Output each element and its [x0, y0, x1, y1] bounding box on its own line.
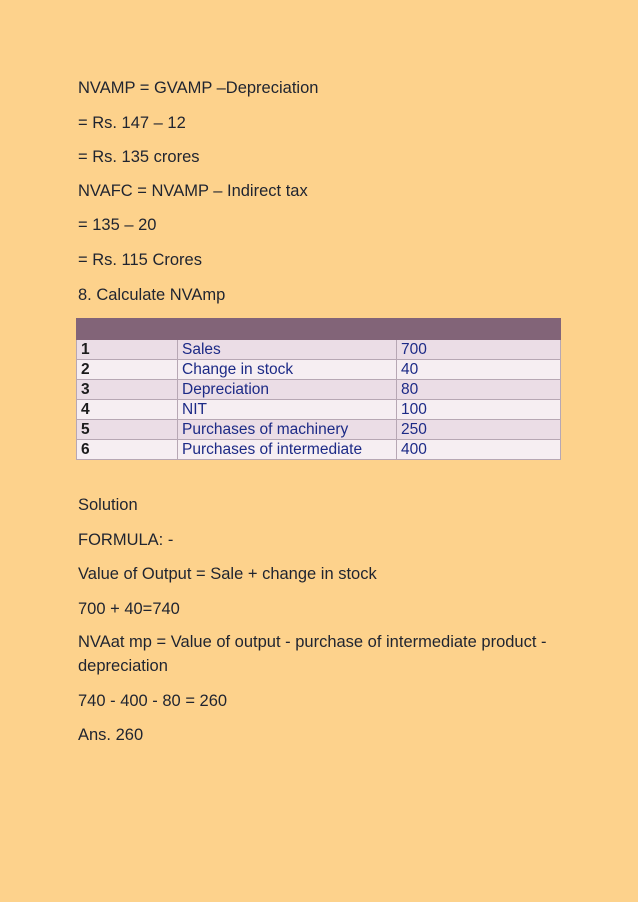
- row-value: 100: [397, 400, 561, 420]
- equation-step-2: = Rs. 135 crores: [78, 148, 200, 166]
- table-row: [77, 400, 561, 420]
- data-table: [76, 318, 561, 460]
- row-item: Purchases of intermediate: [178, 440, 397, 460]
- row-item: Sales: [178, 340, 397, 360]
- formula-label: FORMULA: -: [78, 531, 174, 549]
- row-item: Purchases of machinery: [178, 420, 397, 440]
- equation-step-3: = 135 – 20: [78, 216, 157, 234]
- row-item: Depreciation: [178, 380, 397, 400]
- row-value: 40: [397, 360, 561, 380]
- table-header-row: [77, 319, 561, 340]
- row-value: 400: [397, 440, 561, 460]
- output-formula: Value of Output = Sale + change in stock: [78, 565, 377, 583]
- row-item: Change in stock: [178, 360, 397, 380]
- table-row: [77, 360, 561, 380]
- equation-step-1: = Rs. 147 – 12: [78, 114, 186, 132]
- nva-formula: NVAat mp = Value of output - purchase of intermediate product - depreciation: [78, 633, 547, 675]
- row-value: 700: [397, 340, 561, 360]
- row-number: 3: [77, 380, 178, 400]
- table-row: [77, 380, 561, 400]
- table-header: [77, 319, 561, 340]
- row-value: 250: [397, 420, 561, 440]
- output-calculation: 700 + 40=740: [78, 600, 180, 618]
- nva-calculation: 740 - 400 - 80 = 260: [78, 692, 228, 710]
- table-row: [77, 340, 561, 360]
- table-row: [77, 420, 561, 440]
- equation-nvafc: NVAFC = NVAMP – Indirect tax: [78, 182, 308, 200]
- row-item: NIT: [178, 400, 397, 420]
- equation-nvamp: NVAMP = GVAMP –Depreciation: [78, 79, 319, 97]
- solution-heading: Solution: [78, 496, 138, 514]
- row-number: 5: [77, 420, 178, 440]
- row-number: 2: [77, 360, 178, 380]
- question-heading: 8. Calculate NVAmp: [78, 286, 226, 304]
- row-value: 80: [397, 380, 561, 400]
- table-row: [77, 440, 561, 460]
- answer: Ans. 260: [78, 726, 144, 744]
- equation-step-4: = Rs. 115 Crores: [78, 251, 202, 269]
- row-number: 6: [77, 440, 178, 460]
- row-number: 1: [77, 340, 178, 360]
- row-number: 4: [77, 400, 178, 420]
